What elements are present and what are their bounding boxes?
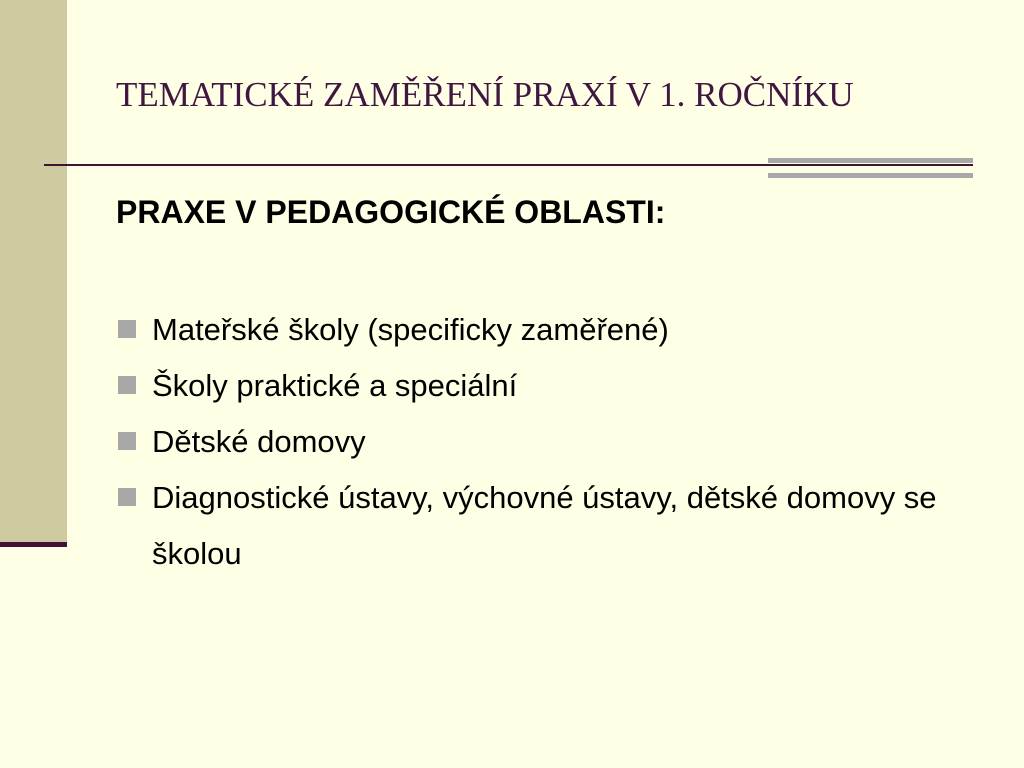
list-item-text: Mateřské školy (specificky zaměřené) <box>152 312 669 347</box>
square-bullet-icon <box>118 320 136 338</box>
accent-bar-top <box>768 158 973 163</box>
list-item <box>116 358 996 414</box>
square-bullet-icon <box>118 488 136 506</box>
list-item-text: Školy praktické a speciální <box>152 368 518 403</box>
left-bar-rule <box>0 542 67 547</box>
list-item-text: Dětské domovy <box>152 424 366 459</box>
left-decorative-bar <box>0 0 67 546</box>
square-bullet-icon <box>118 432 136 450</box>
slide-title: TEMATICKÉ ZAMĚŘENÍ PRAXÍ V 1. ROČNÍKU <box>116 75 854 114</box>
bullet-list <box>116 302 996 582</box>
accent-bar-bottom <box>768 173 973 178</box>
square-bullet-icon <box>118 376 136 394</box>
list-item <box>116 302 996 358</box>
list-item <box>116 470 996 582</box>
list-item <box>116 414 996 470</box>
section-heading: PRAXE V PEDAGOGICKÉ OBLASTI: <box>116 194 666 230</box>
title-divider <box>44 164 973 166</box>
list-item-text: Diagnostické ústavy, výchovné ústavy, dětské domovy se školou <box>152 480 937 571</box>
